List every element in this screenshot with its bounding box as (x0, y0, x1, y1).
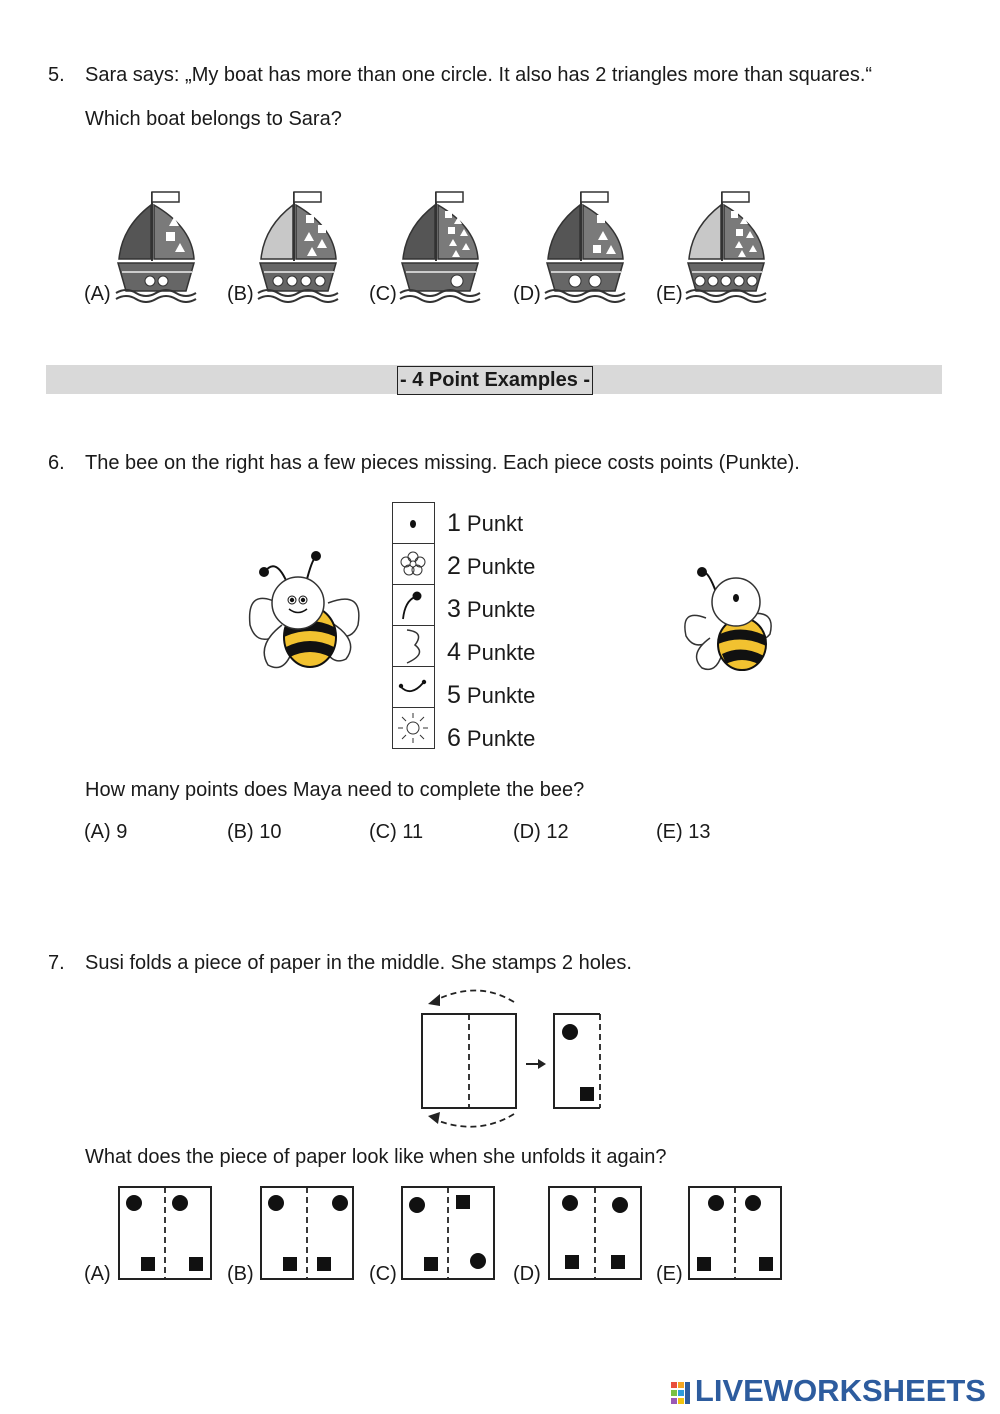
points-row-6: 6 Punkte (447, 724, 536, 752)
boat-c-image (398, 187, 482, 303)
q7-number: 7. (48, 952, 65, 974)
table-row (393, 626, 434, 667)
q6-option-c[interactable]: (C) 11 (369, 821, 424, 843)
q6-option-a[interactable]: (A) 9 (84, 821, 128, 843)
q6-option-d[interactable]: (D) 12 (513, 821, 569, 843)
wing-outline-icon (393, 626, 434, 666)
q6-number: 6. (48, 452, 65, 474)
q5-number: 5. (48, 64, 65, 86)
q7-option-d-label[interactable]: (D) (513, 1263, 541, 1285)
points-row-1: 1 Punkt (447, 509, 524, 537)
table-row (393, 503, 434, 544)
flower-icon (393, 544, 434, 584)
logo-text: LIVEWORKSHEETS (694, 1373, 986, 1408)
complete-bee-image (246, 545, 364, 675)
unfold-option-a[interactable] (117, 1185, 213, 1281)
boat-e-image (684, 187, 768, 303)
q5-text: Sara says: „My boat has more than one circle. It also has 2 triangles more than squares.“ (85, 64, 873, 86)
q7-option-e-label[interactable]: (E) (656, 1263, 683, 1285)
sun-icon (393, 708, 434, 748)
q7-option-a-label[interactable]: (A) (84, 1263, 111, 1285)
table-row (393, 585, 434, 626)
unfold-option-c[interactable] (400, 1185, 496, 1281)
q5-question: Which boat belongs to Sara? (85, 108, 342, 130)
boat-d-image (543, 187, 627, 303)
points-row-2: 2 Punkte (447, 552, 536, 580)
unfold-option-e[interactable] (687, 1185, 783, 1281)
unfold-option-b[interactable] (259, 1185, 355, 1281)
folding-diagram (418, 986, 608, 1136)
q6-option-e[interactable]: (E) 13 (656, 821, 711, 843)
logo-mark-icon (671, 1382, 691, 1404)
points-table (392, 502, 435, 749)
antenna-icon (393, 585, 434, 625)
q7-text: Susi folds a piece of paper in the middle. She stamps 2 holes. (85, 952, 632, 974)
table-row (393, 708, 434, 748)
boat-a-image (114, 187, 198, 303)
smile-icon (393, 667, 434, 707)
q6-option-b[interactable]: (B) 10 (227, 821, 282, 843)
unfold-option-d[interactable] (547, 1185, 643, 1281)
q7-option-c-label[interactable]: (C) (369, 1263, 397, 1285)
q7-question: What does the piece of paper look like when she unfolds it again? (85, 1146, 667, 1168)
q7-option-b-label[interactable]: (B) (227, 1263, 254, 1285)
points-row-5: 5 Punkte (447, 681, 536, 709)
incomplete-bee-image (680, 562, 775, 677)
points-row-4: 4 Punkte (447, 638, 536, 666)
boat-option-a-label: (A) (84, 283, 111, 305)
dot-icon (393, 503, 434, 543)
table-row (393, 667, 434, 708)
boat-option-d-label: (D) (513, 283, 541, 305)
points-labels (447, 502, 535, 760)
boat-option-b-label: (B) (227, 283, 254, 305)
q6-question: How many points does Maya need to complete the bee? (85, 779, 585, 801)
liveworksheets-logo (671, 1373, 986, 1409)
boat-b-image (256, 187, 340, 303)
section-title: - 4 Point Examples - (397, 366, 593, 395)
points-row-3: 3 Punkte (447, 595, 536, 623)
boat-option-e-label: (E) (656, 283, 683, 305)
boat-option-c-label: (C) (369, 283, 397, 305)
q6-text: The bee on the right has a few pieces missing. Each piece costs points (Punkte). (85, 452, 800, 474)
table-row (393, 544, 434, 585)
